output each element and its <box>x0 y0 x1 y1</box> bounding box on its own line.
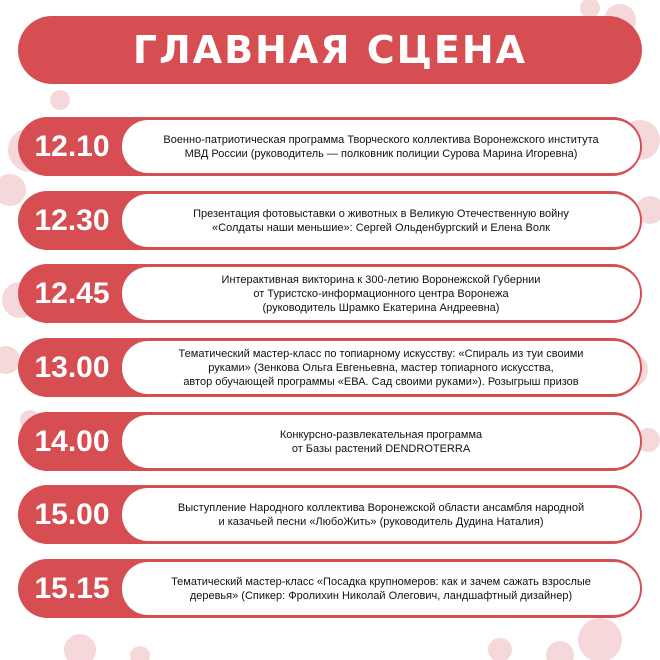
schedule-time: 12.45 <box>34 276 110 310</box>
schedule-description: Тематический мастер-класс по топиарному искусству: «Спираль из туи своими руками» (Зенкова Ольга Евгеньевна, мастер топиарного искусства, автор обучающей программы «ЕВА. Сад своими руками»). Розыгрыш призов <box>178 347 584 388</box>
schedule-description: Выступление Народного коллектива Воронежской области ансамбля народной и казачьей песни «ЛюбоЖить» (руководитель Дудина Наталия) <box>177 501 585 528</box>
schedule-description-box <box>122 267 640 320</box>
schedule-description-box <box>122 341 640 394</box>
title-banner <box>18 16 642 84</box>
schedule-description-box <box>122 562 640 615</box>
schedule-description-box <box>122 120 640 173</box>
schedule-description: Презентация фотовыставки о животных в Великую Отечественную войну «Солдаты наши меньшие»: Сергей Ольденбургский и Елена Волк <box>193 207 569 234</box>
schedule-row <box>18 191 642 250</box>
schedule-time: 14.00 <box>34 424 110 458</box>
schedule-description-box <box>122 488 640 541</box>
page-title: ГЛАВНАЯ СЦЕНА <box>132 28 528 72</box>
schedule-time: 13.00 <box>34 350 110 384</box>
schedule-row <box>18 338 642 397</box>
schedule-time: 12.10 <box>34 129 110 163</box>
schedule-description: Интерактивная викторина к 300-летию Воронежской Губернии от Туристско-информационного центра Воронежа (руководитель Шрамко Екатерина Андреевна) <box>221 273 541 314</box>
schedule-row <box>18 264 642 323</box>
schedule-description: Конкурсно-развлекательная программа от Базы растений DENDROTERRA <box>279 428 483 455</box>
schedule-time: 12.30 <box>34 203 110 237</box>
schedule-row <box>18 485 642 544</box>
schedule-description: Тематический мастер-класс «Посадка крупномеров: как и зачем сажать взрослые деревья» (Спикер: Фролихин Николай Олегович, ландшафтный дизайнер) <box>171 575 591 602</box>
schedule-row <box>18 559 642 618</box>
schedule-row <box>18 412 642 471</box>
schedule-time: 15.15 <box>34 571 110 605</box>
schedule-row <box>18 117 642 176</box>
schedule-description-box <box>122 415 640 468</box>
schedule-description: Военно-патриотическая программа Творческого коллектива Воронежского института МВД России (руководитель — полковник полиции Сурова Марина Игоревна) <box>163 133 599 160</box>
schedule-time: 15.00 <box>34 497 110 531</box>
schedule-description-box <box>122 194 640 247</box>
